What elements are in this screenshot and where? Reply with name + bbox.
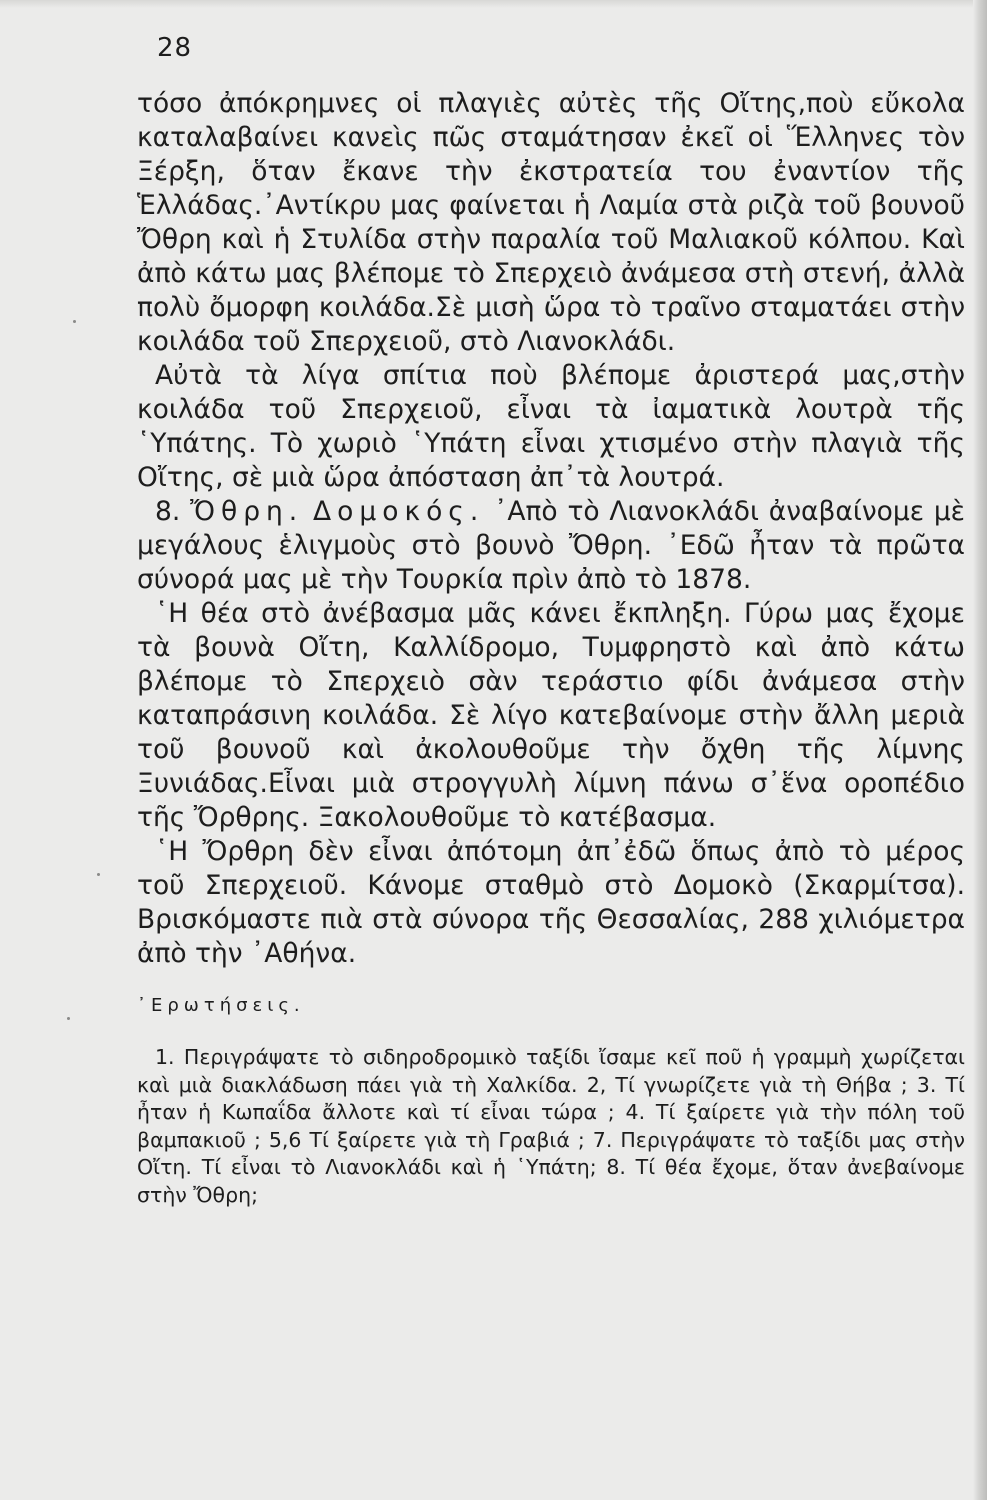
section-title: Ὄθρη. — [190, 496, 304, 527]
page-binding-edge — [973, 0, 987, 1500]
print-speck — [67, 1017, 70, 1020]
page-number: 28 — [157, 33, 193, 63]
paragraph-4: ῾Η θέα στὸ ἀνέβασμα μᾶς κάνει ἔκπληξη. Γύρω μας ἔχομε τὰ βουνὰ Οἴτη, Καλλίδρομο, Τυμφρηστὸ καὶ ἀπὸ κάτω βλέπομε τὸ Σπερχειὸ σὰν τεράστιο φίδι ἀνάμεσα στὴν καταπράσινη κοιλάδα. Σὲ λίγο κατεβαίνομε στὴν ἄλλη μεριὰ τοῦ βουνοῦ καὶ ἀκολουθοῦμε τὴν ὄχθη τῆς λίμνης Ξυνιάδας.Εἶναι μιὰ στρογγυλὴ λίμνη πάνω σ᾿ἕνα οροπέδιο τῆς Ὄρθρης. Ξακολουθοῦμε τὸ κατέβασμα. — [137, 598, 965, 833]
paragraph-1: τόσο ἀπόκρημνες οἱ πλαγιὲς αὐτὲς τῆς Οἴτης,ποὺ εὔκολα καταλαβαίνει κανεὶς πῶς σταμάτησαν ἐκεῖ οἱ Ἕλληνες τὸν Ξέρξη, ὅταν ἔκανε τὴν ἐκστρατεία του ἐναντίον τῆς Ἑλλάδας.᾿Αντίκρυ μας φαίνεται ἡ Λαμία στὰ ριζὰ τοῦ βουνοῦ Ὄθρη καὶ ἡ Στυλίδα στὴν παραλία τοῦ Μαλιακοῦ κόλπου. Καὶ ἀπὸ κάτω μας βλέπομε τὸ Σπερχειὸ ἀνάμεσα στὴ στενή, ἀλλὰ πολὺ ὄμορφη κοιλάδα.Σὲ μισὴ ὥρα τὸ τραῖνο σταματάει στὴν κοιλάδα τοῦ Σπερχειοῦ, στὸ Λιανοκλάδι. — [137, 88, 965, 357]
questions-text: 1. Περιγράψατε τὸ σιδηροδρομικὸ ταξίδι ἴσαμε κεῖ ποῦ ἡ γραμμὴ χωρίζεται καὶ μιὰ διακλάδωση πάει γιὰ τὴ Χαλκίδα. 2, Τί γνωρίζετε γιὰ τὴ Θήβα ; 3. Τί ἦταν ἡ Κωπαΐδα ἄλλοτε καὶ τί εἶναι τώρα ; 4. Τί ξαίρετε γιὰ τὴν πόλη τοῦ βαμπακιοῦ ; 5,6 Τί ξαίρετε γιὰ τὴ Γραβιά ; 7. Περιγράψατε τὸ ταξίδι μας στὴν Οἴτη. Τί εἶναι τὸ Λιανοκλάδι καὶ ἡ ῾Υπάτη; 8. Τί θέα ἔχομε, ὅταν ἀνεβαίνομε στὴν Ὄθρη; — [137, 1045, 965, 1207]
paragraph-5: ῾Η Ὄρθρη δὲν εἶναι ἀπότομη ἀπ᾿ἐδῶ ὅπως ἀπὸ τὸ μέρος τοῦ Σπερχειοῦ. Κάνομε σταθμὸ στὸ Δομοκὸ (Σκαρμίτσα). Βρισκόμαστε πιὰ στὰ σύνορα τῆς Θεσσαλίας, 288 χιλιόμετρα ἀπὸ τὴν ᾿Αθήνα. — [137, 836, 965, 969]
print-speck — [73, 320, 76, 323]
section-subtitle: Δομοκός. — [313, 496, 485, 527]
paragraph-2: Αὐτὰ τὰ λίγα σπίτια ποὺ βλέπομε ἀριστερά μας,στὴν κοιλάδα τοῦ Σπερχειοῦ, εἶναι τὰ ἰαματικὰ λουτρὰ τῆς ῾Υπάτης. Τὸ χωριὸ ῾Υπάτη εἶναι χτισμένο στὴν πλαγιὰ τῆς Οἴτης, σὲ μιὰ ὥρα ἀπόσταση ἀπ᾿τὰ λουτρά. — [137, 360, 965, 493]
page-top-edge — [0, 0, 987, 8]
section-text: ᾿Απὸ τὸ Λιανοκλάδι ἀναβαίνομε μὲ μεγάλους ἑλιγμοὺς στὸ βουνὸ Ὄθρη. ᾿Εδῶ ἦταν τὰ πρῶτα σύνορά μας μὲ τὴν Τουρκία πρὶν ἀπὸ τὸ 1878. — [137, 496, 965, 595]
section-8-paragraph — [137, 495, 965, 597]
questions-heading: ᾿Ερωτήσεις. — [137, 995, 305, 1016]
section-number: 8. — [155, 496, 181, 527]
body-text — [137, 87, 965, 971]
print-speck — [97, 873, 100, 876]
